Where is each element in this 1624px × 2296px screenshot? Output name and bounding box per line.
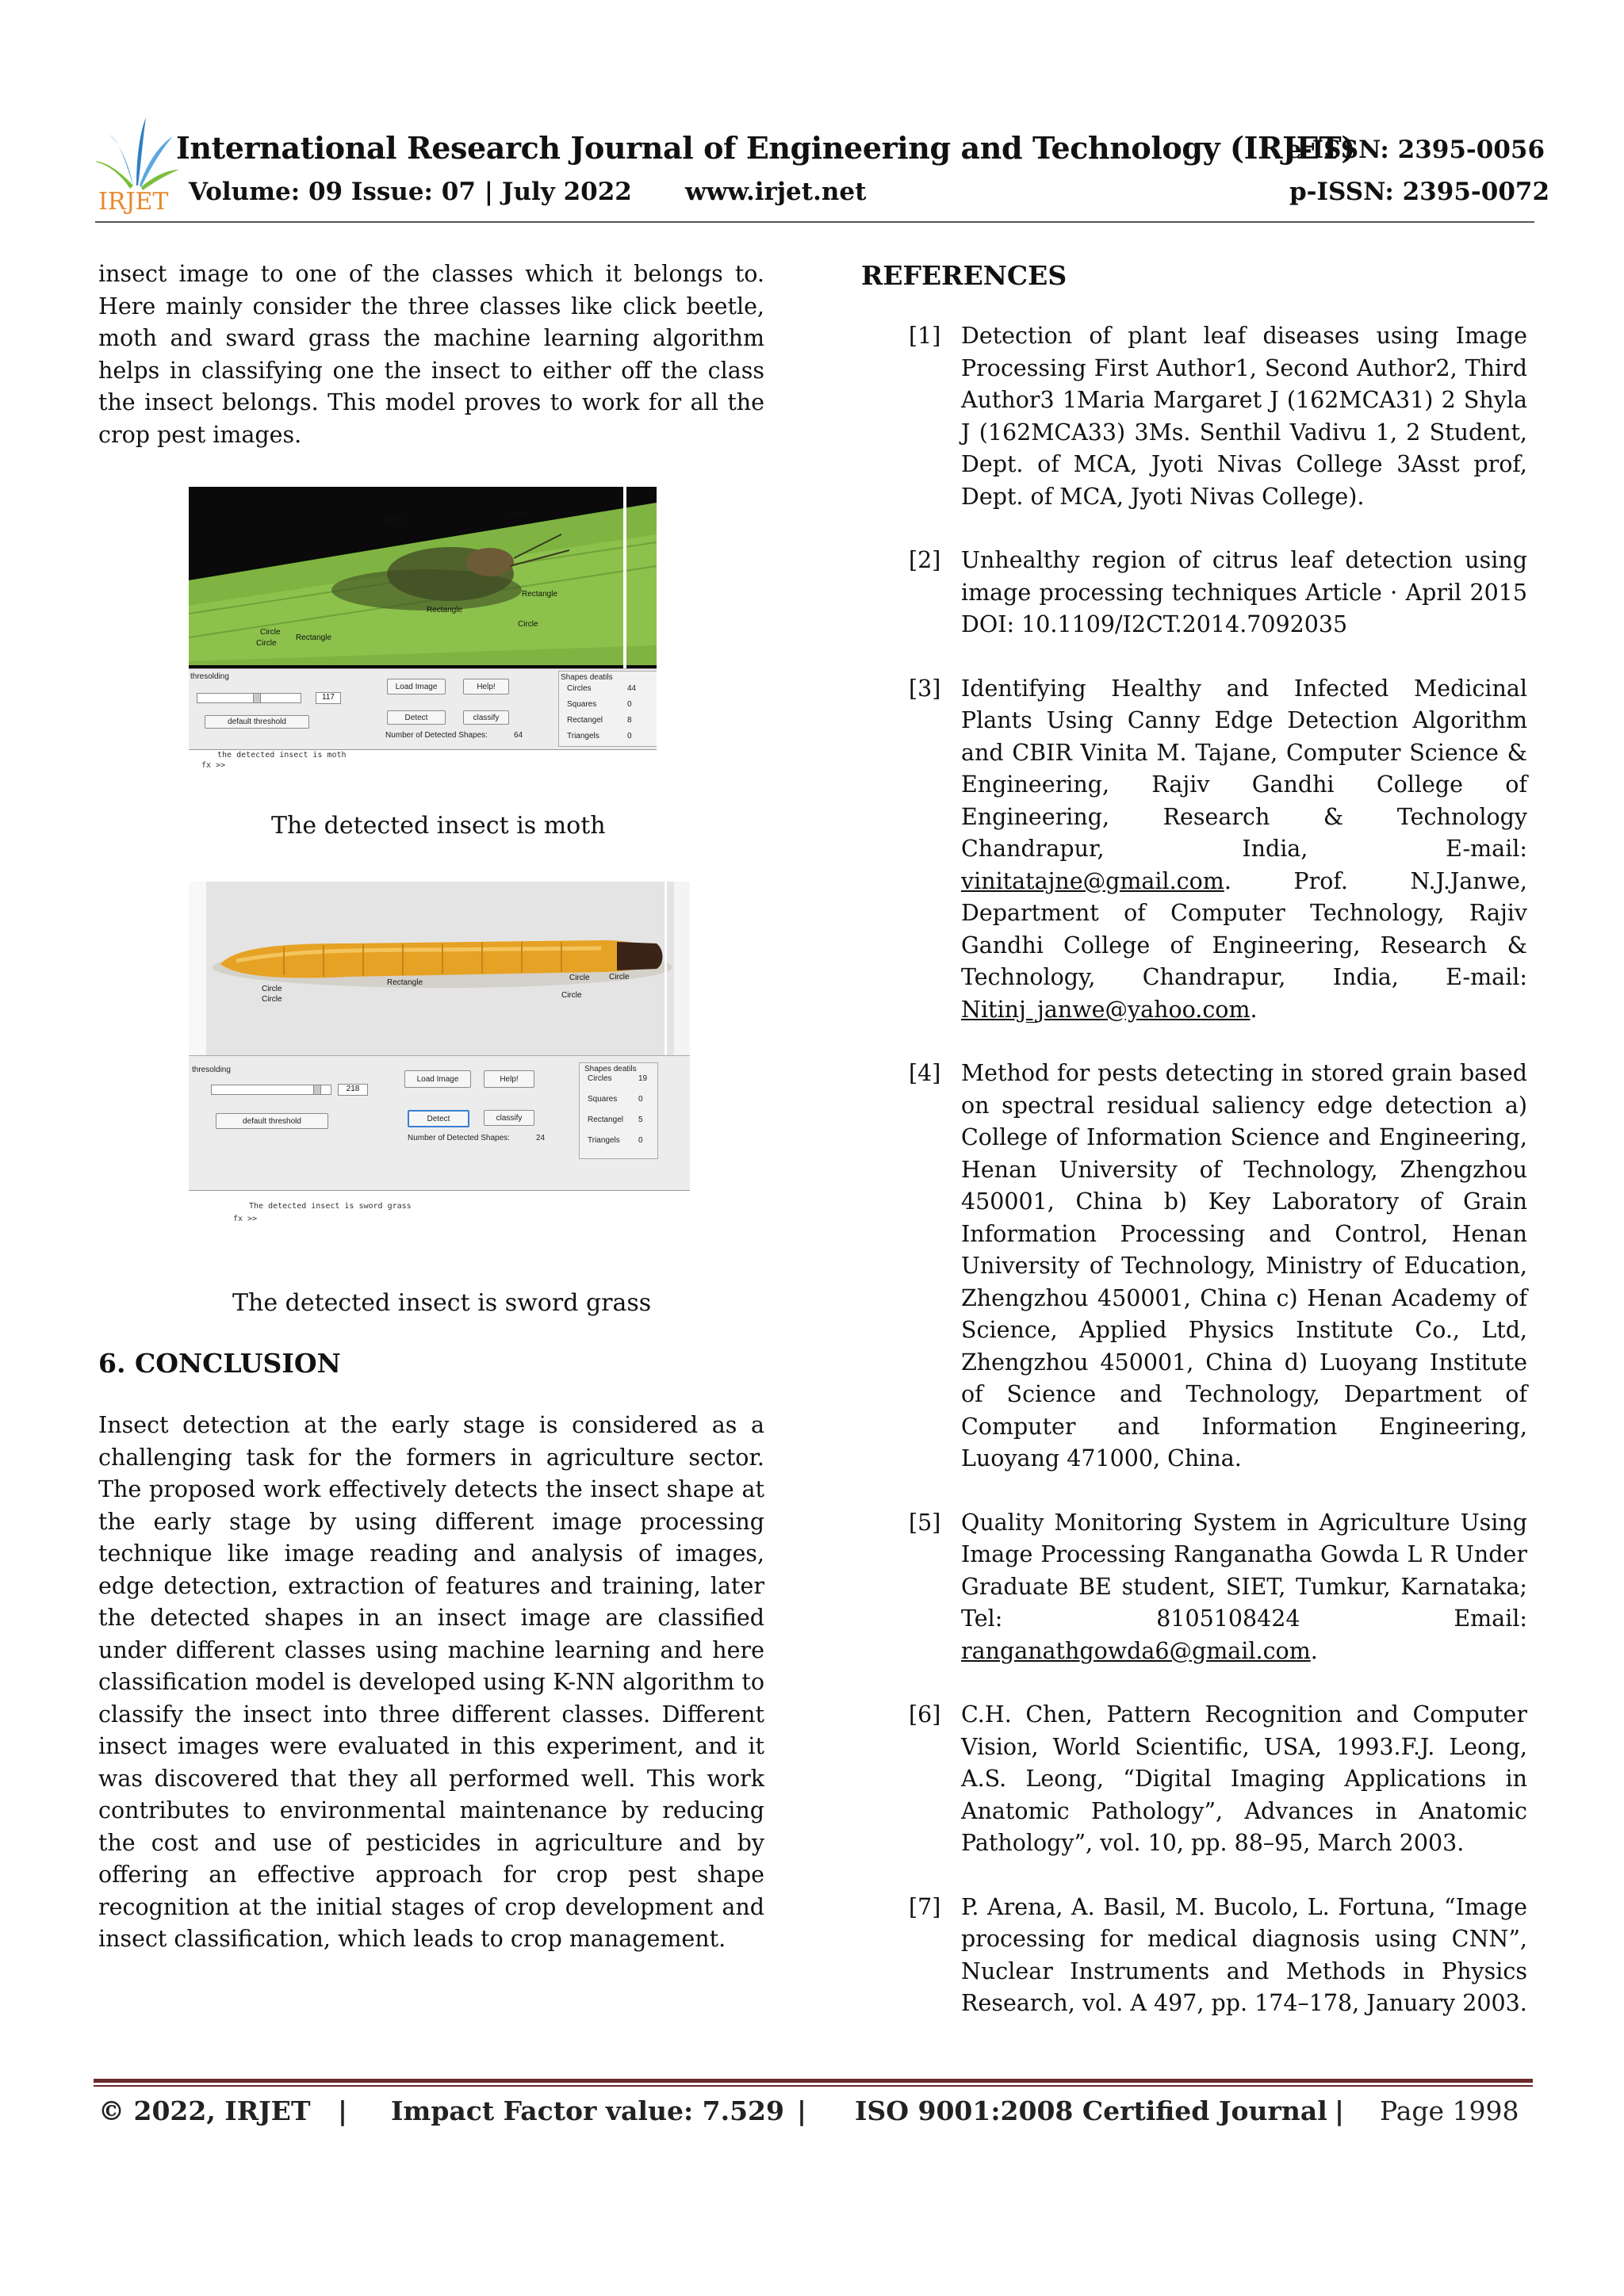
shape-label: Triangels xyxy=(588,1136,620,1145)
classify-button[interactable]: classify xyxy=(484,1110,534,1126)
shape-count: 0 xyxy=(638,1095,643,1104)
journal-title: International Research Journal of Engineering and Technology (IRJET) xyxy=(176,130,1355,166)
annotation-label: Circle xyxy=(609,973,630,982)
reference-text: Method for pests detecting in stored grain based on spectral residual saliency edge detection a) College of Information Science and Engineering, Henan University of Technology, Zhengzhou 450001, China b) Key Laboratory of Grain Information Processing and Control, Henan University of Technology, Ministry of Education, Zhengzhou 450001, China c) Henan Academy of Science, Applied Physics Institute Co., Ltd, Zhengzhou 450001, China d) Luoyang Institute of Science and Technology, Department of Computer and Information Engineering, Luoyang 471000, China. xyxy=(961,1060,1527,1471)
detect-button[interactable]: Detect xyxy=(387,710,446,725)
reference-text xyxy=(961,673,1527,1027)
reference-number: [6] xyxy=(909,1701,941,1728)
reference-number: [1] xyxy=(909,323,941,349)
shapes-details-title: Shapes deatils xyxy=(561,673,613,682)
shape-label: Squares xyxy=(567,700,597,709)
command-window xyxy=(189,1190,690,1240)
figure-caption-sword-grass: The detected insect is sword grass xyxy=(232,1289,652,1317)
shape-label: Rectangel xyxy=(567,716,603,725)
reference-number: [7] xyxy=(909,1893,941,1920)
reference-text xyxy=(961,1507,1527,1668)
shapes-details-panel xyxy=(579,1062,658,1159)
footer-copyright: © 2022, IRJET xyxy=(98,2095,311,2126)
footer-separator: | xyxy=(797,2095,807,2126)
email-link[interactable]: Nitinj_janwe@yahoo.com xyxy=(961,996,1251,1023)
threshold-value[interactable]: 218 xyxy=(338,1084,368,1096)
annotation-label: Circle xyxy=(262,995,282,1004)
footer-separator: | xyxy=(338,2095,348,2126)
shape-label: Rectangel xyxy=(588,1115,624,1124)
threshold-value[interactable]: 117 xyxy=(316,692,341,704)
load-image-button[interactable]: Load Image xyxy=(404,1070,471,1088)
reference-number: [5] xyxy=(909,1509,941,1536)
figure-sword-grass xyxy=(189,882,690,1240)
eissn: e-ISSN: 2395-0056 xyxy=(1286,136,1545,164)
reference-text: Unhealthy region of citrus leaf detection using image processing techniques Article · April 2015 DOI: 10.1109/I2CT.2014.7092035 xyxy=(961,547,1527,637)
reference-text-part: . xyxy=(1250,996,1258,1023)
shape-count: 5 xyxy=(638,1115,643,1124)
reference-item xyxy=(909,1699,1527,1860)
shape-count: 0 xyxy=(627,700,632,709)
annotation-label: Rectangle xyxy=(387,978,423,987)
annotation-label: Circle xyxy=(506,511,527,519)
intro-paragraph: insect image to one of the classes which it belongs to. Here mainly consider the three classes like click beetle, moth and sward grass the machine learning algorithm helps in classifying one the insect to either off the class the insect belongs. This model proves to work for all the crop pest images. xyxy=(98,261,764,448)
figure-caption-moth: The detected insect is moth xyxy=(271,812,606,840)
command-window xyxy=(189,749,657,772)
conclusion-heading: 6. CONCLUSION xyxy=(98,1348,341,1379)
annotation-label: Rectangle xyxy=(427,606,463,614)
detect-button[interactable]: Detect xyxy=(408,1110,469,1127)
console-output: the detected insect is moth xyxy=(217,751,347,760)
footer-impact-factor: Impact Factor value: 7.529 xyxy=(391,2095,784,2126)
threshold-label: thresolding xyxy=(192,1066,231,1074)
threshold-slider[interactable] xyxy=(211,1085,331,1095)
num-shapes-value: 64 xyxy=(514,731,523,740)
reference-item xyxy=(909,1507,1527,1668)
figure-moth xyxy=(189,487,657,772)
reference-text-part: . xyxy=(1310,1637,1318,1664)
reference-item xyxy=(909,673,1527,1027)
num-shapes-label: Number of Detected Shapes: xyxy=(408,1134,510,1142)
classifier-gui xyxy=(189,1055,690,1240)
irjet-logo xyxy=(94,113,181,214)
shape-count: 19 xyxy=(638,1074,648,1083)
irjet-logo-icon xyxy=(94,113,181,214)
slider-thumb[interactable] xyxy=(253,694,261,702)
reference-text-part: Identifying Healthy and Infected Medicinal Plants Using Canny Edge Detection Algorithm and CBIR Vinita M. Tajane, Computer Science & Engineering, Rajiv Gandhi College of Engineering, Research & Technology Chandrapur, India, E-mail: xyxy=(961,675,1527,862)
num-shapes-label: Number of Detected Shapes: xyxy=(385,731,488,740)
header-rule xyxy=(95,221,1534,223)
annotation-label: Circle xyxy=(260,628,281,637)
shape-count: 44 xyxy=(627,684,637,693)
annotation-label: Rectangle xyxy=(522,590,558,599)
reference-number: [2] xyxy=(909,547,941,573)
footer-iso: ISO 9001:2008 Certified Journal xyxy=(855,2095,1327,2126)
reference-item xyxy=(909,1892,1527,2020)
conclusion-paragraph: Insect detection at the early stage is considered as a challenging task for the formers in agriculture sector. The proposed work effectively detects the insect shape at the early stage by using different image processing technique like image reading and analysis of images, edge detection, extraction of features and training, later the detected shapes in an insect image are classified under different classes using machine learning and here classification model is developed using K-NN algorithm to classify the insect into three different classes. Different insect images were evaluated in this experiment, and it was discovered that they all performed well. This work contributes to environmental maintenance by reducing the cost and use of pesticides in agriculture and by offering an effective approach for crop pest shape recognition at the initial stages of crop development and insect classification, which leads to crop management. xyxy=(98,1412,764,1952)
annotation-label: Circle xyxy=(256,639,277,648)
shapes-details-title: Shapes deatils xyxy=(584,1065,637,1073)
reference-text: Detection of plant leaf diseases using Image Processing First Author1, Second Author2, Third Author3 1Maria Margaret J (162MCA31) 2 Shyla J (162MCA33) 3Ms. Senthil Vadivu 1, 2 Student, Dept. of MCA, Jyoti Nivas College 3Asst prof, Dept. of MCA, Jyoti Nivas College). xyxy=(961,323,1527,510)
shape-label: Triangels xyxy=(567,732,599,740)
classify-button[interactable]: classify xyxy=(463,710,509,725)
help-button[interactable]: Help! xyxy=(484,1070,534,1088)
shape-label: Squares xyxy=(588,1095,618,1104)
annotation-label: Circle xyxy=(262,985,282,993)
reference-item xyxy=(909,1058,1527,1475)
console-output: The detected insect is sword grass xyxy=(249,1202,412,1211)
shape-label: Circles xyxy=(567,684,592,693)
reference-text: P. Arena, A. Basil, M. Bucolo, L. Fortuna, “Image processing for medical diagnosis using CNN”, Nuclear Instruments and Methods in Physics Research, vol. A 497, pp. 174–178, January 2003. xyxy=(961,1893,1527,2016)
load-image-button[interactable]: Load Image xyxy=(387,679,446,695)
larva-photo xyxy=(189,882,690,1056)
references-list xyxy=(909,320,1527,2052)
volume-issue: Volume: 09 Issue: 07 | July 2022 xyxy=(189,178,632,206)
footer-separator: | xyxy=(1335,2095,1345,2126)
references-heading: REFERENCES xyxy=(861,260,1067,291)
footer-rule-thin xyxy=(94,2085,1533,2087)
pissn: p-ISSN: 2395-0072 xyxy=(1289,178,1550,206)
footer-rule xyxy=(94,2079,1533,2083)
default-threshold-button[interactable]: default threshold xyxy=(205,715,309,729)
shape-count: 0 xyxy=(638,1136,643,1145)
reference-text-part: Quality Monitoring System in Agriculture Using Image Processing Ranganatha Gowda L R Under Graduate BE student, SIET, Tumkur, Karnataka; Tel: 8105108424 Email: xyxy=(961,1509,1527,1632)
default-threshold-button[interactable]: default threshold xyxy=(216,1113,328,1129)
footer-page-number: Page 1998 xyxy=(1380,2095,1519,2126)
annotation-label: Circle xyxy=(561,991,582,1000)
console-prompt[interactable]: fx >> xyxy=(233,1215,258,1223)
reference-item xyxy=(909,545,1527,641)
reference-number: [4] xyxy=(909,1060,941,1086)
reference-text: C.H. Chen, Pattern Recognition and Computer Vision, World Scientific, USA, 1993.F.J. Leong, A.S. Leong, “Digital Imaging Applications in Anatomic Pathology”, Advances in Anatomic Pathology”, vol. 10, pp. 88–95, March 2003. xyxy=(961,1701,1527,1856)
svg-text:IRJET: IRJET xyxy=(98,188,169,214)
annotation-label: Circle xyxy=(569,974,590,982)
shape-count: 8 xyxy=(627,716,632,725)
shape-count: 0 xyxy=(627,732,632,740)
num-shapes-value: 24 xyxy=(536,1134,546,1142)
email-link[interactable]: ranganathgowda6@gmail.com xyxy=(961,1637,1311,1664)
reference-text-part: . Prof. N.J.Janwe, Department of Computer Technology, Rajiv Gandhi College of Engineering, Research & Technology, Chandrapur, India, E-mail: xyxy=(961,867,1527,990)
shapes-details-panel xyxy=(558,671,657,747)
annotation-label: Circle xyxy=(518,620,538,629)
annotation-label: Rectangle xyxy=(296,633,332,642)
console-prompt[interactable]: fx >> xyxy=(201,761,226,770)
journal-website: www.irjet.net xyxy=(685,178,867,206)
reference-item xyxy=(909,320,1527,513)
slider-thumb[interactable] xyxy=(313,1085,321,1094)
threshold-slider[interactable] xyxy=(197,693,301,703)
reference-number: [3] xyxy=(909,675,941,702)
annotation-label: Circle xyxy=(384,515,404,524)
threshold-label: thresolding xyxy=(190,672,229,681)
help-button[interactable]: Help! xyxy=(463,679,509,695)
classifier-gui xyxy=(189,668,657,772)
email-link[interactable]: vinitatajne@gmail.com xyxy=(961,867,1224,894)
shape-label: Circles xyxy=(588,1074,612,1083)
